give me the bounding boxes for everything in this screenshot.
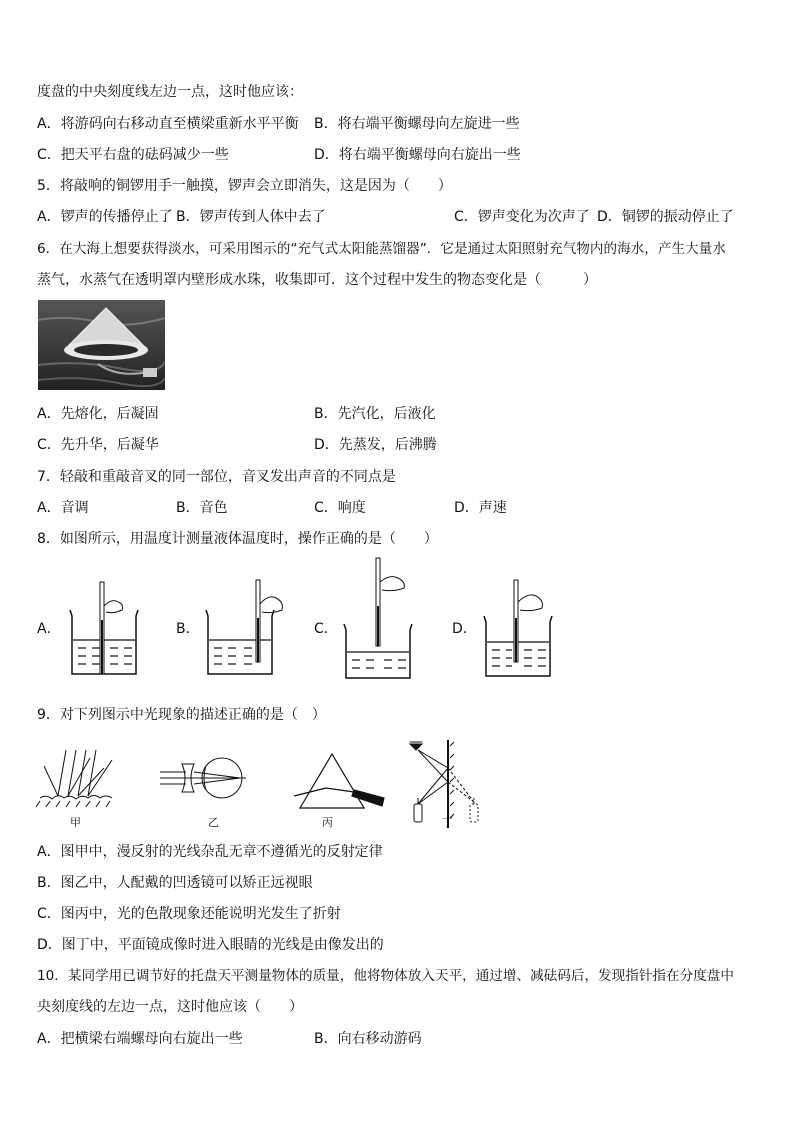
fig-label-bing: 丙	[322, 816, 333, 829]
q8-stem: 8．如图所示，用温度计测量液体温度时，操作正确的是（ ）	[37, 531, 438, 547]
q8-label-d: D．	[452, 621, 477, 637]
q7-option-a: A．音调	[37, 500, 89, 516]
q8-label-a: A．	[37, 621, 61, 637]
q10-option-a: A．把横梁右端螺母向右旋出一些	[37, 1031, 243, 1047]
q10-stem-line1: 10．某同学用已调节好的托盘天平测量物体的质量，他将物体放入天平，通过增、减砝码后，发现指针指在分度盘中	[37, 968, 734, 984]
q5-option-c: C．锣声变化为次声了	[454, 209, 590, 225]
q5-option-d: D．铜锣的振动停止了	[597, 209, 734, 225]
q9-option-d: D．图丁中，平面镜成像时进入眼睛的光线是由像发出的	[37, 937, 384, 953]
q5-option-b: B．锣声传到人体中去了	[176, 209, 326, 225]
beaker-figure-d	[478, 578, 568, 680]
q4-option-c: C．把天平右盘的砝码减少一些	[37, 147, 229, 163]
q8-label-c: C．	[314, 621, 338, 637]
q9-option-b: B．图乙中，人配戴的凹透镜可以矫正远视眼	[37, 875, 313, 891]
prism-dispersion-diagram	[294, 754, 384, 808]
q6-option-b: B．先汽化，后液化	[314, 406, 436, 422]
eye-lens-diagram	[160, 758, 246, 798]
q6-stem-line1: 6．在大海上想要获得淡水，可采用图示的“充气式太阳能蒸馏器”．它是通过太阳照射充气物内的海水，产生大量水	[37, 241, 726, 257]
q9-option-c: C．图丙中，光的色散现象还能说明光发生了折射	[37, 906, 341, 922]
q10-option-b: B．向右移动游码	[314, 1031, 422, 1047]
fig-label-ding: 丁	[442, 816, 453, 829]
q6-option-d: D．先蒸发，后沸腾	[314, 437, 437, 453]
q6-option-c: C．先升华，后凝华	[37, 437, 159, 453]
q9-stem: 9．对下列图示中光现象的描述正确的是（ ）	[37, 707, 326, 723]
q6-stem-line2: 蒸气，水蒸气在透明罩内壁形成水珠，收集即可．这个过程中发生的物态变化是（ ）	[37, 272, 597, 288]
q9-option-a: A．图甲中，漫反射的光线杂乱无章不遵循光的反射定律	[37, 844, 383, 860]
q10-stem-line2: 央刻度线的左边一点，这时他应该（ ）	[37, 999, 303, 1015]
q6-option-a: A．先熔化，后凝固	[37, 406, 159, 422]
beaker-figure-c	[338, 556, 428, 682]
fig-label-yi: 乙	[208, 816, 219, 829]
q7-option-c: C．响度	[314, 500, 366, 516]
fig-label-jia: 甲	[70, 816, 81, 829]
q4-option-a: A．将游码向右移动直至横梁重新水平平衡	[37, 116, 299, 132]
q4-stem-tail: 度盘的中央刻度线左边一点，这时他应该：	[37, 84, 303, 100]
diffuse-reflection-diagram	[36, 750, 112, 807]
q8-label-b: B．	[176, 621, 200, 637]
q7-option-b: B．音色	[176, 500, 228, 516]
light-phenomena-figure	[36, 738, 496, 834]
solar-still-photo	[38, 300, 165, 390]
beaker-figure-a	[64, 580, 144, 680]
q7-stem: 7．轻敲和重敲音叉的同一部位，音叉发出声音的不同点是	[37, 469, 396, 485]
q5-stem: 5．将敲响的铜锣用手一触摸，锣声会立即消失，这是因为（ ）	[37, 178, 452, 194]
q4-option-d: D．将右端平衡螺母向右旋出一些	[314, 147, 521, 163]
beaker-figure-b	[200, 578, 290, 680]
q4-option-b: B．将右端平衡螺母向左旋进一些	[314, 116, 520, 132]
q7-option-d: D．声速	[454, 500, 507, 516]
q5-option-a: A．锣声的传播停止了	[37, 209, 173, 225]
